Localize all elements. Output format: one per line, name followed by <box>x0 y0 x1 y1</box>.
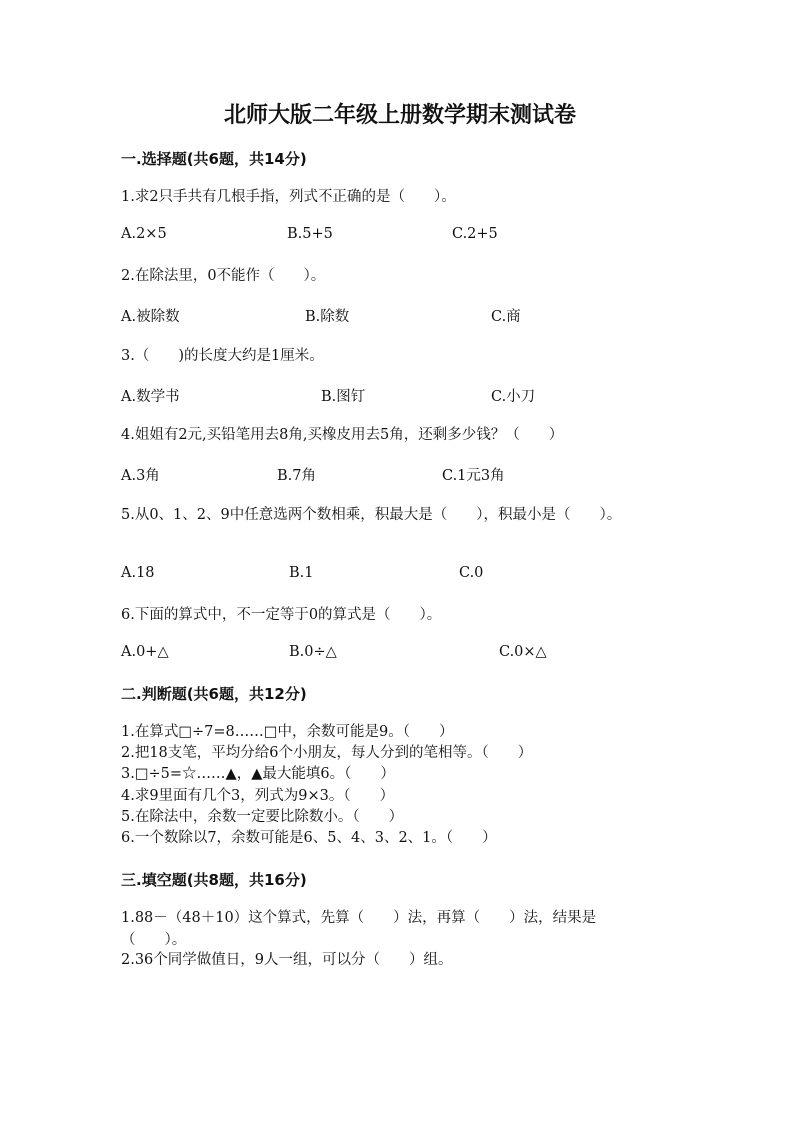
option-b: B.7角 <box>277 468 316 484</box>
option-c: C.0 <box>459 565 484 581</box>
judgment-item: 2.把18支笔，平均分给6个小朋友，每人分到的笔相等。（ ） <box>121 745 533 762</box>
option-a: A.2×5 <box>121 226 167 242</box>
section-heading-fill: 三.填空题(共8题，共16分) <box>121 871 307 889</box>
option-c: C.1元3角 <box>442 468 505 484</box>
question-options <box>121 305 661 327</box>
section-heading-judgment: 二.判断题(共6题，共12分) <box>121 685 307 703</box>
option-a: A.3角 <box>121 468 160 484</box>
question-options <box>121 644 661 666</box>
option-c: C.小刀 <box>491 389 536 405</box>
option-b: B.除数 <box>305 309 350 325</box>
judgment-item: 3.□÷5=☆……▲，▲最大能填6。（ ） <box>121 766 395 783</box>
question-text: 3.（ )的长度大约是1厘米。 <box>121 348 324 364</box>
option-b: B.0÷△ <box>289 644 337 660</box>
question-text: 4.姐姐有2元,买铅笔用去8角,买橡皮用去5角，还剩多少钱？（ ） <box>121 427 564 443</box>
page-title: 北师大版二年级上册数学期末测试卷 <box>223 103 576 128</box>
judgment-item: 6.一个数除以7，余数可能是6、5、4、3、2、1。（ ） <box>121 830 497 847</box>
question-options <box>121 464 661 486</box>
option-b: B.1 <box>289 565 314 581</box>
question-text: 5.从0、1、2、9中任意选两个数相乘，积最大是（ ），积最小是（ ）。 <box>121 507 622 523</box>
option-b: B.图钉 <box>321 389 366 405</box>
question-options <box>121 226 661 248</box>
question-text: 6.下面的算式中，不一定等于0的算式是（ ）。 <box>121 607 442 623</box>
option-a: A.18 <box>121 565 155 581</box>
fill-item: 2.36个同学做值日，9人一组，可以分（ ）组。 <box>121 952 453 968</box>
section-heading-choice: 一.选择题(共6题，共14分) <box>121 150 307 168</box>
judgment-item: 5.在除法中，余数一定要比除数小。（ ） <box>121 808 404 825</box>
option-a: A.数学书 <box>121 389 180 405</box>
question-text: 2.在除法里，0不能作（ ）。 <box>121 268 326 284</box>
option-a: A.被除数 <box>121 309 180 325</box>
option-b: B.5+5 <box>287 226 333 242</box>
option-c: C.0×△ <box>499 644 547 660</box>
option-a: A.0+△ <box>121 644 169 660</box>
option-c: C.2+5 <box>452 226 498 242</box>
judgment-item: 4.求9里面有几个3，列式为9×3。（ ） <box>121 787 395 804</box>
question-options <box>121 565 661 587</box>
judgment-list <box>121 722 532 849</box>
fill-item: 1.88－（48＋10）这个算式，先算（ ）法，再算（ ）法，结果是（ ）。 <box>121 910 597 948</box>
question-options <box>121 385 661 407</box>
question-text: 1.求2只手共有几根手指，列式不正确的是（ ）。 <box>121 189 456 205</box>
judgment-item: 1.在算式□÷7=8……□中，余数可能是9。（ ） <box>121 724 454 740</box>
option-c: C.商 <box>491 309 521 325</box>
